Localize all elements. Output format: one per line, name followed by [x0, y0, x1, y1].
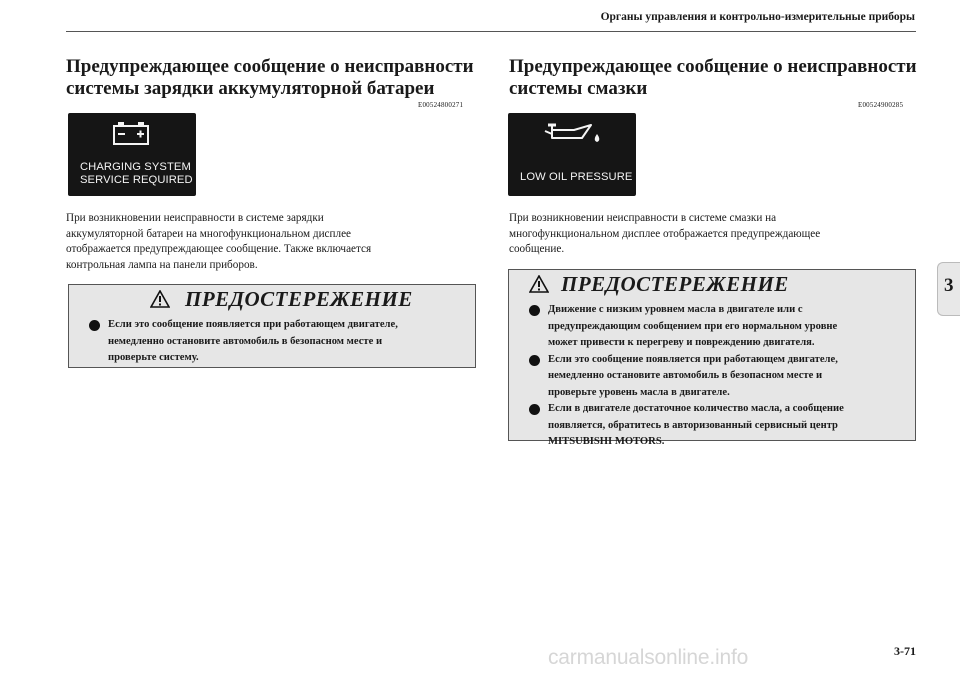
right-section-code: E00524900285	[858, 101, 904, 109]
right-title-line: Предупреждающее сообщение о неисправности	[509, 56, 917, 77]
oil-can-icon	[544, 122, 602, 144]
body-line: сообщение.	[509, 243, 565, 255]
left-warning-box	[68, 284, 476, 368]
body-line: При возникновении неисправности в системе зарядки	[66, 212, 324, 224]
left-section-title	[66, 56, 474, 100]
charging-system-display	[68, 113, 196, 196]
body-line: аккумуляторной батареи на многофункциональном дисплее	[66, 227, 352, 240]
warning-line: немедленно остановите автомобиль в безопасном месте и	[548, 370, 823, 381]
bullet-icon	[529, 404, 540, 415]
body-line: контрольная лампа на панели приборов.	[66, 258, 258, 271]
body-line: При возникновении неисправности в системе смазки на	[509, 212, 777, 224]
bullet-icon	[89, 320, 100, 331]
header-divider	[66, 31, 916, 32]
warning-item	[509, 401, 915, 451]
running-header: Органы управления и контрольно-измерительные приборы	[600, 11, 915, 23]
warning-line: появляется, обратитесь в авторизованный сервисный центр	[548, 419, 838, 431]
warning-item	[509, 352, 915, 402]
warning-title: ПРЕДОСТЕРЕЖЕНИЕ	[185, 287, 413, 311]
low-oil-pressure-display	[508, 113, 636, 196]
left-title-line: системы зарядки аккумуляторной батареи	[66, 78, 435, 99]
warning-item	[509, 302, 915, 352]
warning-triangle-icon	[529, 275, 549, 293]
display-line: SERVICE REQUIRED	[80, 174, 193, 186]
warning-line: предупреждающим сообщением при его нормальном уровне	[548, 320, 838, 332]
warning-line: MITSUBISHI MOTORS.	[548, 436, 665, 447]
right-warning-box	[508, 269, 916, 447]
warning-line: проверьте уровень масла в двигателе.	[548, 386, 730, 398]
body-line: многофункциональном дисплее отображается предупреждающее	[509, 227, 821, 240]
warning-header	[509, 270, 915, 300]
warning-line: немедленно остановите автомобиль в безопасном месте и	[108, 335, 383, 347]
chapter-number: 3	[944, 275, 954, 296]
warning-line: Если это сообщение появляется при работающем двигателе,	[548, 353, 838, 365]
right-section-title	[509, 56, 917, 100]
body-line: отображается предупреждающее сообщение. Также включается	[66, 243, 372, 255]
warning-line: Если в двигателе достаточное количество масла, а сообщение	[548, 403, 844, 414]
bullet-icon	[529, 355, 540, 366]
battery-icon	[111, 120, 151, 146]
warning-header	[69, 285, 475, 315]
display-message	[80, 161, 192, 187]
warning-line: Движение с низким уровнем масла в двигателе или с	[548, 304, 803, 315]
display-line: LOW OIL PRESSURE	[520, 171, 633, 183]
warning-line: Если это сообщение появляется при работающем двигателе,	[108, 319, 398, 330]
left-title-line: Предупреждающее сообщение о неисправности	[66, 56, 474, 77]
warning-title: ПРЕДОСТЕРЕЖЕНИЕ	[561, 272, 789, 296]
warning-list	[69, 317, 475, 367]
display-message	[520, 171, 632, 184]
warning-item	[69, 317, 475, 367]
right-title-line: системы смазки	[509, 78, 648, 99]
chapter-tab	[937, 262, 960, 316]
left-body-text	[66, 211, 371, 273]
left-section-code: E00524800271	[418, 101, 464, 109]
display-line: CHARGING SYSTEM	[80, 161, 191, 173]
watermark: carmanualsonline.info	[548, 646, 749, 669]
warning-triangle-icon	[150, 290, 170, 308]
warning-line: проверьте систему.	[108, 352, 199, 363]
bullet-icon	[529, 305, 540, 316]
warning-list	[509, 302, 915, 451]
warning-line: может привести к перегреву и повреждению двигателя.	[548, 337, 815, 348]
page-number: 3-71	[894, 644, 916, 658]
right-body-text	[509, 211, 820, 258]
